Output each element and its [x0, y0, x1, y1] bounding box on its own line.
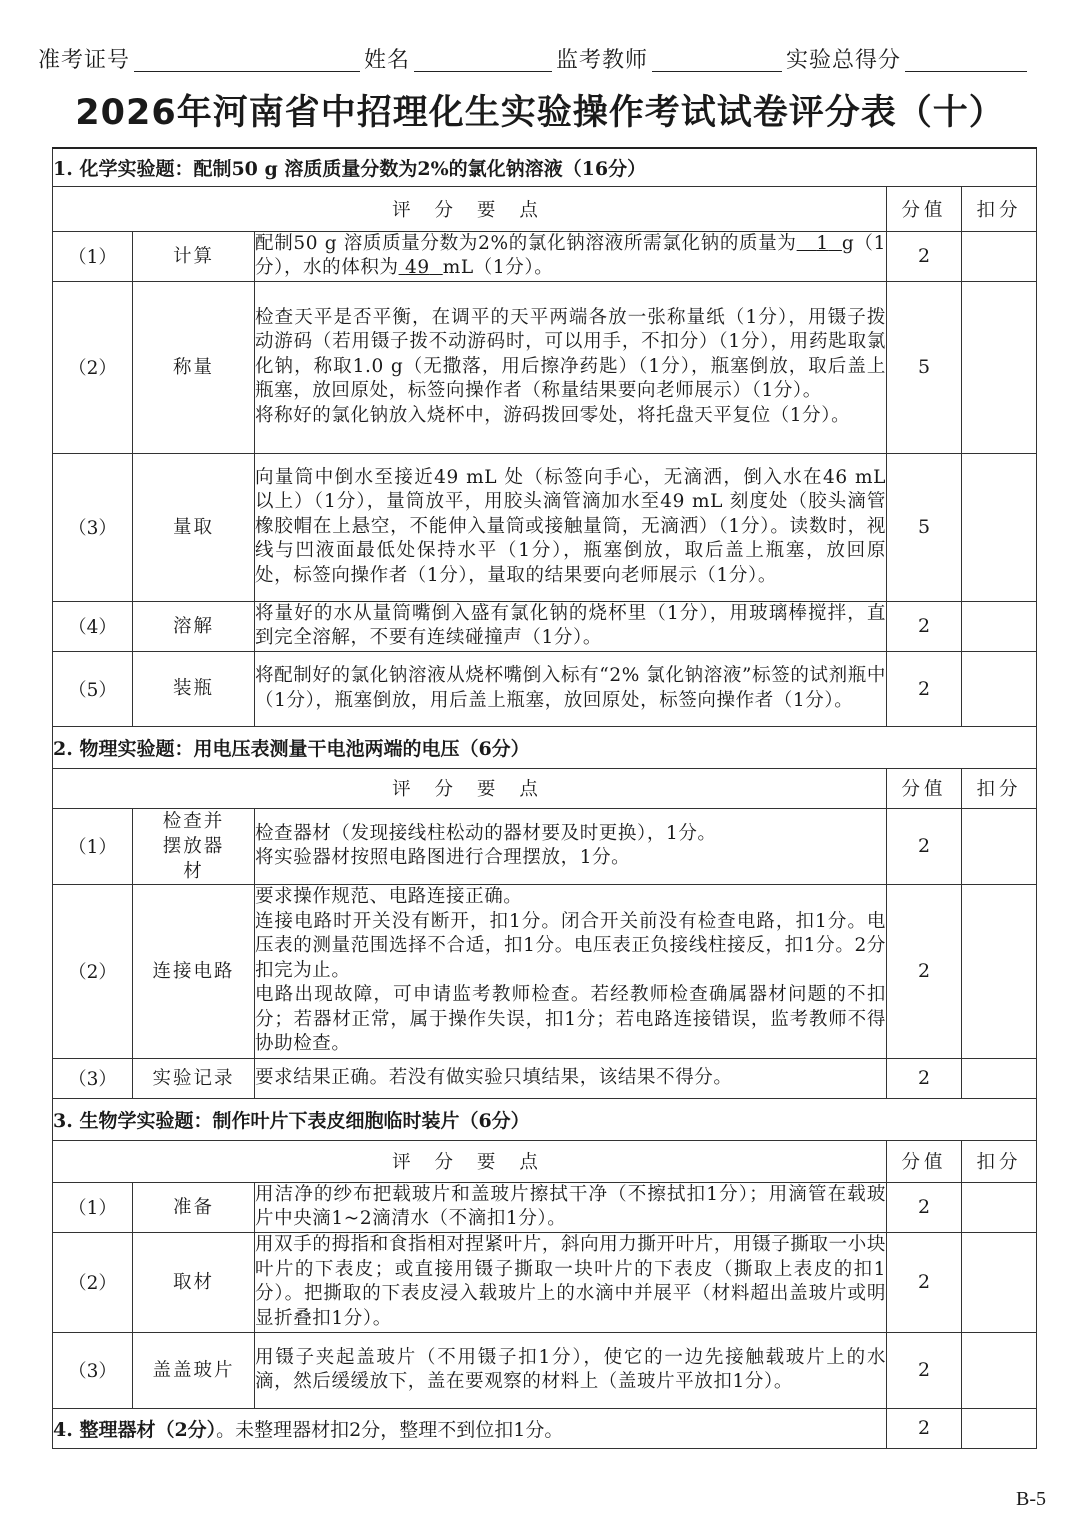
step-name: 装瓶	[133, 651, 255, 726]
step-description: 将配制好的氯化钠溶液从烧杯嘴倒入标有“2% 氯化钠溶液”标签的试剂瓶中（1分），瓶塞倒放，用后盖上瓶塞，放回原处，标签向操作者（1分）。	[255, 651, 887, 726]
row-number: （4）	[53, 601, 133, 651]
points-header: 评 分 要 点	[53, 1140, 887, 1182]
deduct-cell[interactable]	[962, 1182, 1037, 1232]
step-name: 量取	[133, 453, 255, 601]
table-row	[53, 808, 1037, 884]
row-number: （2）	[53, 281, 133, 453]
name-blank[interactable]	[414, 43, 552, 72]
total-score-blank[interactable]	[905, 43, 1027, 72]
row-number: （2）	[53, 884, 133, 1058]
score-value: 5	[887, 453, 962, 601]
step-name: 取材	[133, 1232, 255, 1332]
step-name: 称量	[133, 281, 255, 453]
section-header-biology	[53, 1098, 1037, 1140]
score-value: 2	[887, 1332, 962, 1408]
step-description: 要求结果正确。若没有做实验只填结果，该结果不得分。	[255, 1058, 887, 1098]
deduct-cell[interactable]	[962, 808, 1037, 884]
row-number: （1）	[53, 808, 133, 884]
step-name: 溶解	[133, 601, 255, 651]
score-value: 2	[887, 651, 962, 726]
row-number: （1）	[53, 1182, 133, 1232]
table-row	[53, 1058, 1037, 1098]
row-number: （3）	[53, 1332, 133, 1408]
deduct-header: 扣分	[962, 1140, 1037, 1182]
step-description	[255, 884, 887, 1058]
deduct-cell[interactable]	[962, 1232, 1037, 1332]
deduct-header: 扣分	[962, 768, 1037, 808]
score-value: 2	[887, 1408, 962, 1448]
total-score-field	[786, 43, 1031, 74]
desc-paragraph: 电路出现故障，可申请监考教师检查。若经教师检查确属器材问题的不扣分；若器材正常，属于操作失误，扣1分；若电路连接错误，监考教师不得协助检查。	[255, 984, 886, 1055]
deduct-cell[interactable]	[962, 884, 1037, 1058]
deduct-cell[interactable]	[962, 651, 1037, 726]
points-header: 评 分 要 点	[53, 768, 887, 808]
step-description: 向量筒中倒水至接近49 mL 处（标签向手心，无滴洒，倒入水在46 mL 以上）（1分），量筒放平，用胶头滴管滴加水至49 mL 刻度处（胶头滴管橡胶帽在上悬空，不能伸入量筒或接触量筒，无滴洒）（1分）。读数时，视线与凹液面最低处保持水平（1分），瓶塞倒放，取后盖上瓶塞，放回原处，标签向操作者（1分），量取的结果要向老师展示（1分）。	[255, 453, 887, 601]
score-value: 2	[887, 1058, 962, 1098]
step-description: 将量好的水从量筒嘴倒入盛有氯化钠的烧杯里（1分），用玻璃棒搅拌，直到完全溶解，不要有连续碰撞声（1分）。	[255, 601, 887, 651]
page-title: 2026年河南省中招理化生实验操作考试试卷评分表（十）	[75, 93, 1005, 133]
desc-paragraph: 连接电路时开关没有断开，扣1分。闭合开关前没有检查电路，扣1分。电压表的测量范围选择不合适，扣1分。电压表正负接线柱接反，扣1分。2分扣完为止。	[255, 910, 886, 981]
step-name: 准备	[133, 1182, 255, 1232]
section-header-physics	[53, 726, 1037, 768]
cleanup-description	[53, 1408, 887, 1448]
step-description: 用双手的拇指和食指相对捏紧叶片，斜向用力撕开叶片，用镊子撕取一小块叶片的下表皮；或直接用镊子撕取一块叶片的下表皮（撕取上表皮的扣1分）。把撕取的下表皮浸入载玻片上的水滴中并展平（材料超出盖玻片或明显折叠扣1分）。	[255, 1232, 887, 1332]
step-name: 计算	[133, 231, 255, 281]
table-row	[53, 231, 1037, 281]
table-row	[53, 453, 1037, 601]
deduct-cell[interactable]	[962, 231, 1037, 281]
exam-info-header	[38, 34, 1068, 74]
answer-value: 49	[405, 257, 430, 278]
proctor-field	[556, 43, 786, 74]
section-title: 1. 化学实验题：配制50 g 溶质质量分数为2%的氯化钠溶液（16分）	[53, 148, 1037, 186]
row-number: （3）	[53, 1058, 133, 1098]
step-name: 实验记录	[133, 1058, 255, 1098]
desc-paragraph: 检查天平是否平衡，在调平的天平两端各放一张称量纸（1分），用镊子拨动游码（若用镊子拨不动游码时，可以用手，不扣分）（1分），用药匙取氯化钠，称取1.0 g（无撒落，用后擦净药匙）（1分），瓶塞倒放，取后盖上瓶塞，放回原处，标签向操作者（称量结果要向老师展示）（1分）。	[255, 306, 886, 402]
table-row	[53, 884, 1037, 1058]
deduct-cell[interactable]	[962, 601, 1037, 651]
score-header: 分值	[887, 1140, 962, 1182]
table-row	[53, 1232, 1037, 1332]
step-description	[255, 231, 887, 281]
name-field	[364, 43, 556, 74]
desc-text: 配制50 g 溶质质量分数为2%的氯化钠溶液所需氯化钠的质量为	[255, 232, 797, 254]
desc-text: mL（1分）。	[442, 257, 554, 278]
step-description: 用洁净的纱布把载玻片和盖玻片擦拭干净（不擦拭扣1分）；用滴管在载玻片中央滴1~2滴清水（不滴扣1分）。	[255, 1182, 887, 1232]
name-label: 姓名	[364, 48, 411, 73]
row-number: （1）	[53, 231, 133, 281]
row-number: （2）	[53, 1232, 133, 1332]
table-row	[53, 601, 1037, 651]
table-row	[53, 281, 1037, 453]
total-score-label: 实验总得分	[786, 48, 902, 73]
section-title: 3. 生物学实验题：制作叶片下表皮细胞临时装片（6分）	[53, 1098, 1037, 1140]
score-value: 2	[887, 884, 962, 1058]
candidate-number-label: 准考证号	[38, 48, 131, 73]
column-header-row	[53, 1140, 1037, 1182]
points-header: 评 分 要 点	[53, 186, 887, 231]
score-value: 2	[887, 808, 962, 884]
deduct-cell[interactable]	[962, 1332, 1037, 1408]
table-row	[53, 1182, 1037, 1232]
score-header: 分值	[887, 186, 962, 231]
deduct-cell[interactable]	[962, 1058, 1037, 1098]
deduct-cell[interactable]	[962, 453, 1037, 601]
section-header-chemistry	[53, 148, 1037, 186]
row-number: （3）	[53, 453, 133, 601]
section-title: 2. 物理实验题：用电压表测量干电池两端的电压（6分）	[53, 726, 1037, 768]
score-header: 分值	[887, 768, 962, 808]
step-name: 连接电路	[133, 884, 255, 1058]
section-cleanup-row	[53, 1408, 1037, 1448]
candidate-number-field	[38, 43, 364, 74]
step-description: 用镊子夹起盖玻片（不用镊子扣1分），使它的一边先接触载玻片上的水滴，然后缓缓放下，盖在要观察的材料上（盖玻片平放扣1分）。	[255, 1332, 887, 1408]
table-row	[53, 1332, 1037, 1408]
desc-paragraph: 将实验器材按照电路图进行合理摆放，1分。	[255, 847, 631, 868]
desc-paragraph: 要求操作规范、电路连接正确。	[255, 886, 523, 908]
step-description	[255, 808, 887, 884]
score-value: 2	[887, 1182, 962, 1232]
column-header-row	[53, 768, 1037, 808]
desc-text: g（1分），水的体积为	[255, 232, 886, 278]
score-value: 2	[887, 601, 962, 651]
score-value: 2	[887, 1232, 962, 1332]
candidate-number-blank[interactable]	[134, 43, 360, 72]
desc-paragraph: 检查器材（发现接线柱松动的器材要及时更换），1分。	[255, 822, 717, 844]
step-name: 检查并摆放器材	[133, 808, 255, 884]
answer-fill	[797, 233, 842, 254]
table-row	[53, 651, 1037, 726]
deduct-cell[interactable]	[962, 1408, 1037, 1448]
answer-fill	[399, 257, 443, 278]
score-value: 2	[887, 231, 962, 281]
score-value: 5	[887, 281, 962, 453]
scoring-table	[52, 147, 1037, 1449]
deduct-cell[interactable]	[962, 281, 1037, 453]
step-description	[255, 281, 887, 453]
cleanup-rule: 。未整理器材扣2分，整理不到位扣1分。	[216, 1418, 564, 1441]
desc-paragraph: 将称好的氯化钠放入烧杯中，游码拨回零处，将托盘天平复位（1分）。	[255, 404, 851, 426]
column-header-row	[53, 186, 1037, 231]
row-number: （5）	[53, 651, 133, 726]
section-title: 4. 整理器材（2分）	[53, 1418, 217, 1441]
proctor-blank[interactable]	[652, 43, 782, 72]
page-number: B-5	[1016, 1488, 1046, 1510]
deduct-header: 扣分	[962, 186, 1037, 231]
proctor-label: 监考教师	[556, 48, 649, 73]
step-name: 盖盖玻片	[133, 1332, 255, 1408]
answer-value: 1	[816, 232, 829, 254]
